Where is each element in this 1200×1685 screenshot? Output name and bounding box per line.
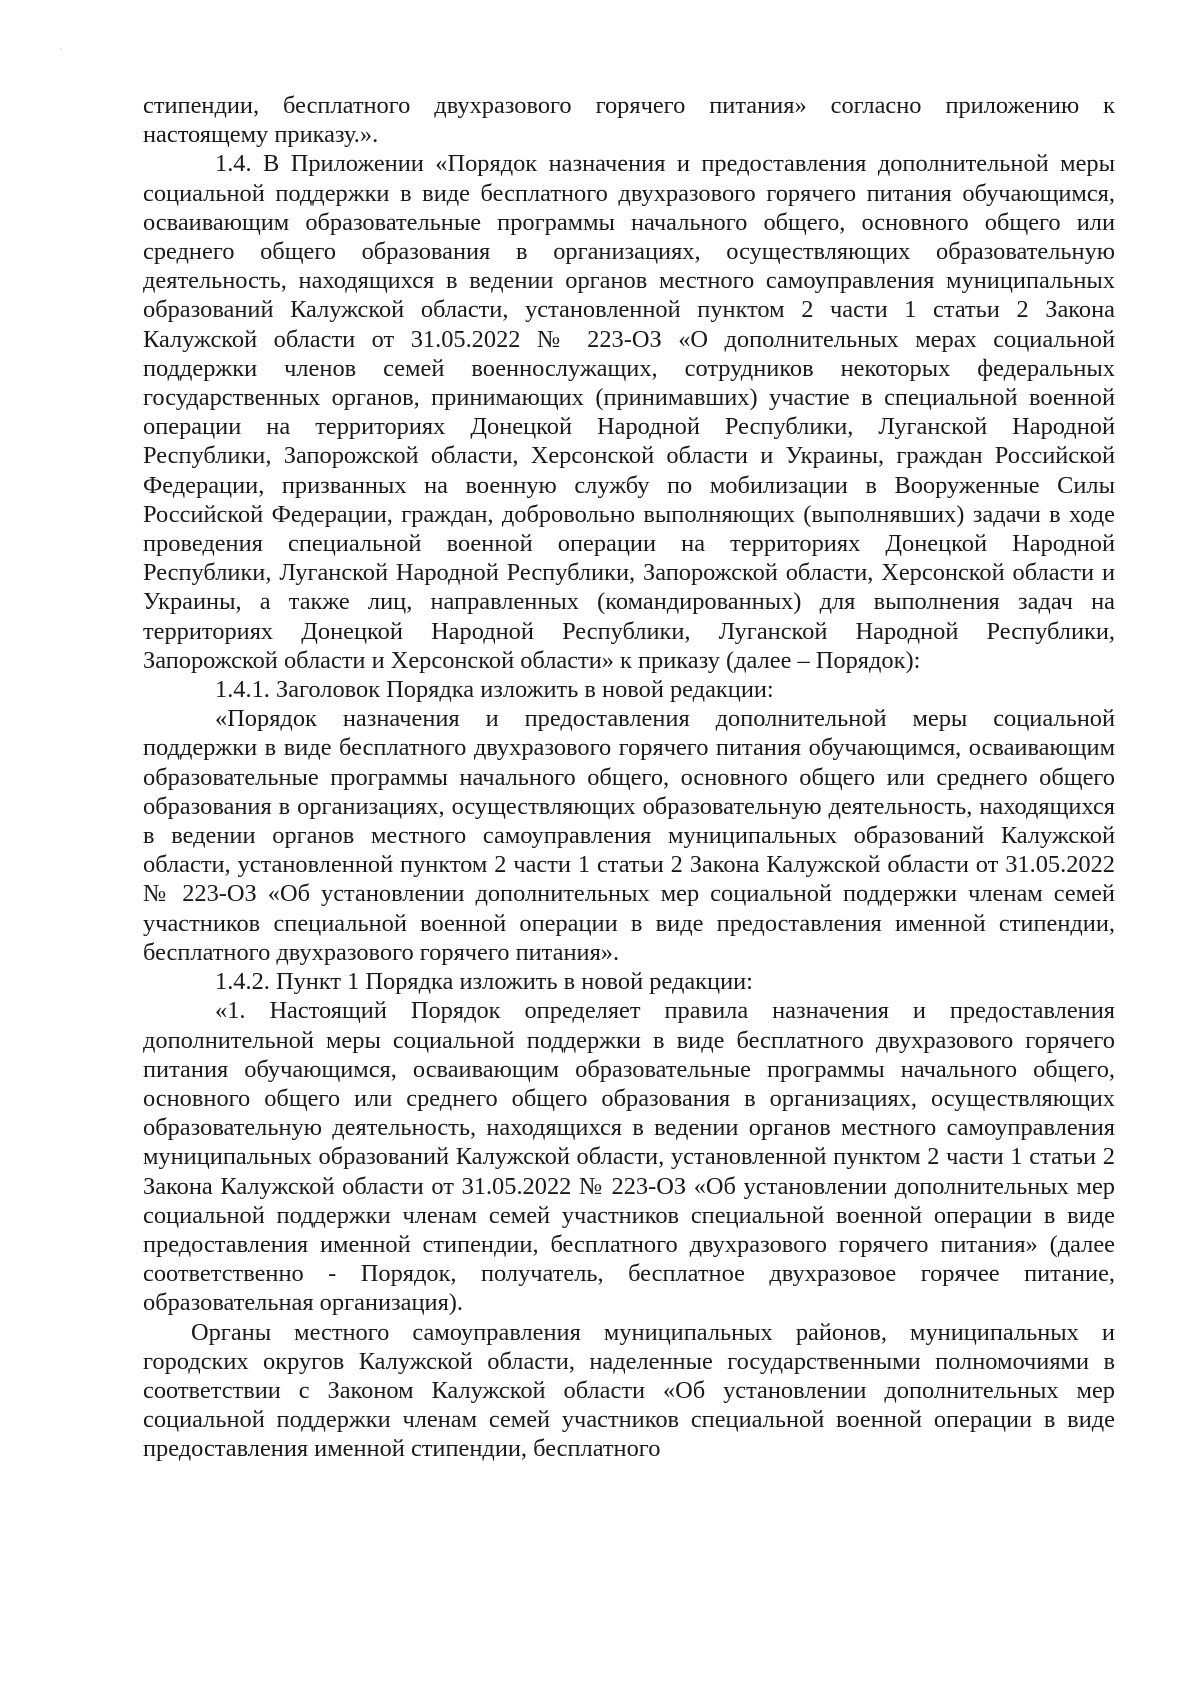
- document-page: [143, 91, 1115, 1464]
- scan-speck: [60, 48, 62, 50]
- paragraph-1-4-1: 1.4.1. Заголовок Порядка изложить в новой редакции:: [215, 676, 774, 704]
- paragraph-title-quote: «Порядок назначения и предоставления дополнительной меры социальной поддержки в виде бесплатного двухразового горячего питания обучающимся, осваивающим образовательные программы начального общего, основного общего или среднего общего образования в организациях, осуществляющих образовательную деятельность, находящихся в ведении органов местного самоуправления муниципальных образований Калужской области, установленной пунктом 2 части 1 статьи 2 Закона Калужской области от 31.05.2022 № 223-ОЗ «Об установлении дополнительных мер социальной поддержки членам семей участников специальной военной операции в виде предоставления именной стипендии, бесплатного двухразового горячего питания».: [143, 705, 1115, 966]
- paragraph-continuation: стипендии, бесплатного двухразового горячего питания» согласно приложению к настоящему приказу.».: [143, 92, 1115, 149]
- paragraph-point-1: «1. Настоящий Порядок определяет правила назначения и предоставления дополнительной меры социальной поддержки в виде бесплатного двухразового горячего питания обучающимся, осваивающим образовательные программы начального общего, основного общего или среднего общего образования в организациях, осуществляющих образовательную деятельность, находящихся в ведении органов местного самоуправления муниципальных образований Калужской области, установленной пунктом 2 части 1 статьи 2 Закона Калужской области от 31.05.2022 № 223-ОЗ «Об установлении дополнительных мер социальной поддержки членам семей участников специальной военной операции в виде предоставления именной стипендии, бесплатного двухразового горячего питания» (далее соответственно - Порядок, получатель, бесплатное двухразовое горячее питание, образовательная организация).: [143, 997, 1115, 1317]
- paragraph-1-4: 1.4. В Приложении «Порядок назначения и предоставления дополнительной меры социальной поддержки в виде бесплатного двухразового горячего питания обучающимся, осваивающим образовательные программы начального общего, основного общего или среднего общего образования в организациях, осуществляющих образовательную деятельность, находящихся в ведении органов местного самоуправления муниципальных образований Калужской области, установленной пунктом 2 части 1 статьи 2 Закона Калужской области от 31.05.2022 № 223-ОЗ «О дополнительных мерах социальной поддержки членов семей военнослужащих, сотрудников некоторых федеральных государственных органов, принимающих (принимавших) участие в специальной военной операции на территориях Донецкой Народной Республики, Луганской Народной Республики, Запорожской области, Херсонской области и Украины, граждан Российской Федерации, призванных на военную службу по мобилизации в Вооруженные Силы Российской Федерации, граждан, добровольно выполняющих (выполнявших) задачи в ходе проведения специальной военной операции на территориях Донецкой Народной Республики, Луганской Народной Республики, Запорожской области, Херсонской области и Украины, а также лиц, направленных (командированных) для выполнения задач на территориях Донецкой Народной Республики, Луганской Народной Республики, Запорожской области и Херсонской области» к приказу (далее – Порядок):: [143, 150, 1115, 674]
- paragraph-local-authorities: Органы местного самоуправления муниципальных районов, муниципальных и городских округов Калужской области, наделенные государственными полномочиями в соответствии с Законом Калужской области «Об установлении дополнительных мер социальной поддержки членам семей участников специальной военной операции в виде предоставления именной стипендии, бесплатного: [143, 1318, 1115, 1463]
- paragraph-1-4-2: 1.4.2. Пункт 1 Порядка изложить в новой редакции:: [215, 968, 753, 996]
